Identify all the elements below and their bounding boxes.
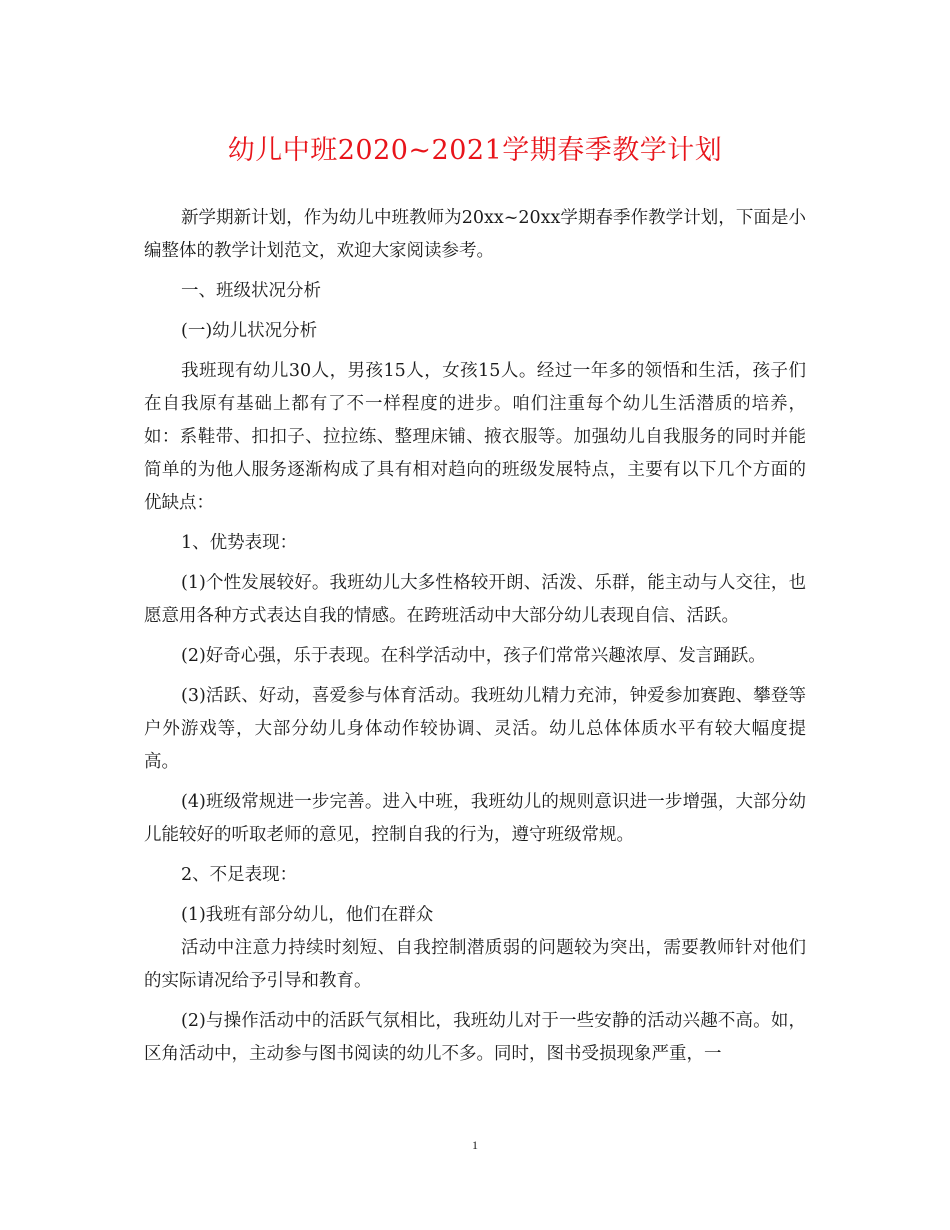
document-body bbox=[144, 202, 806, 1078]
paragraph-intro: 新学期新计划，作为幼儿中班教师为20xx~20xx学期春季作教学计划，下面是小编整体的教学计划范文，欢迎大家阅读参考。 bbox=[144, 208, 806, 261]
subsection-heading-children-analysis: (一)幼儿状况分析 bbox=[181, 321, 318, 341]
list-item-weakness-2: (2)与操作活动中的活跃气氛相比，我班幼儿对于一些安静的活动兴趣不高。如，区角活动中，主动参与图书阅读的幼儿不多。同时，图书受损现象严重，一 bbox=[144, 1011, 806, 1064]
list-item-strength-4: (4)班级常规进一步完善。进入中班，我班幼儿的规则意识进一步增强，大部分幼儿能较好的听取老师的意见，控制自我的行为，遵守班级常规。 bbox=[144, 792, 806, 845]
paragraph-class-overview: 我班现有幼儿30人，男孩15人，女孩15人。经过一年多的领悟和生活，孩子们在自我原有基础上都有了不一样程度的进步。咱们注重每个幼儿生活潜质的培养，如：系鞋带、扣扣子、拉拉练、整理床铺、掖衣服等。加强幼儿自我服务的同时并能简单的为他人服务逐渐构成了具有相对趋向的班级发展特点，主要有以下几个方面的优缺点： bbox=[144, 361, 806, 513]
list-item-weakness-1: (1)我班有部分幼儿，他们在群众 bbox=[181, 905, 434, 925]
page-number: 1 bbox=[472, 1138, 478, 1152]
list-item-weakness-1-continued: 活动中注意力持续时刻短、自我控制潜质弱的问题较为突出，需要教师针对他们的实际请况给予引导和教育。 bbox=[144, 938, 806, 991]
list-item-strength-1: (1)个性发展较好。我班幼儿大多性格较开朗、活泼、乐群，能主动与人交往，也愿意用各种方式表达自我的情感。在跨班活动中大部分幼儿表现自信、活跃。 bbox=[144, 573, 806, 626]
document-title: 幼儿中班2020~2021学期春季教学计划 bbox=[227, 135, 723, 166]
list-heading-weaknesses: 2、不足表现： bbox=[181, 865, 298, 885]
list-item-strength-3: (3)活跃、好动，喜爱参与体育活动。我班幼儿精力充沛，钟爱参加赛跑、攀登等户外游戏等，大部分幼儿身体动作较协调、灵活。幼儿总体体质水平有较大幅度提高。 bbox=[144, 686, 806, 772]
list-heading-strengths: 1、优势表现： bbox=[181, 533, 298, 553]
section-heading-class-analysis: 一、班级状况分析 bbox=[181, 281, 321, 301]
list-item-strength-2: (2)好奇心强，乐于表现。在科学活动中，孩子们常常兴趣浓厚、发言踊跃。 bbox=[181, 646, 766, 666]
